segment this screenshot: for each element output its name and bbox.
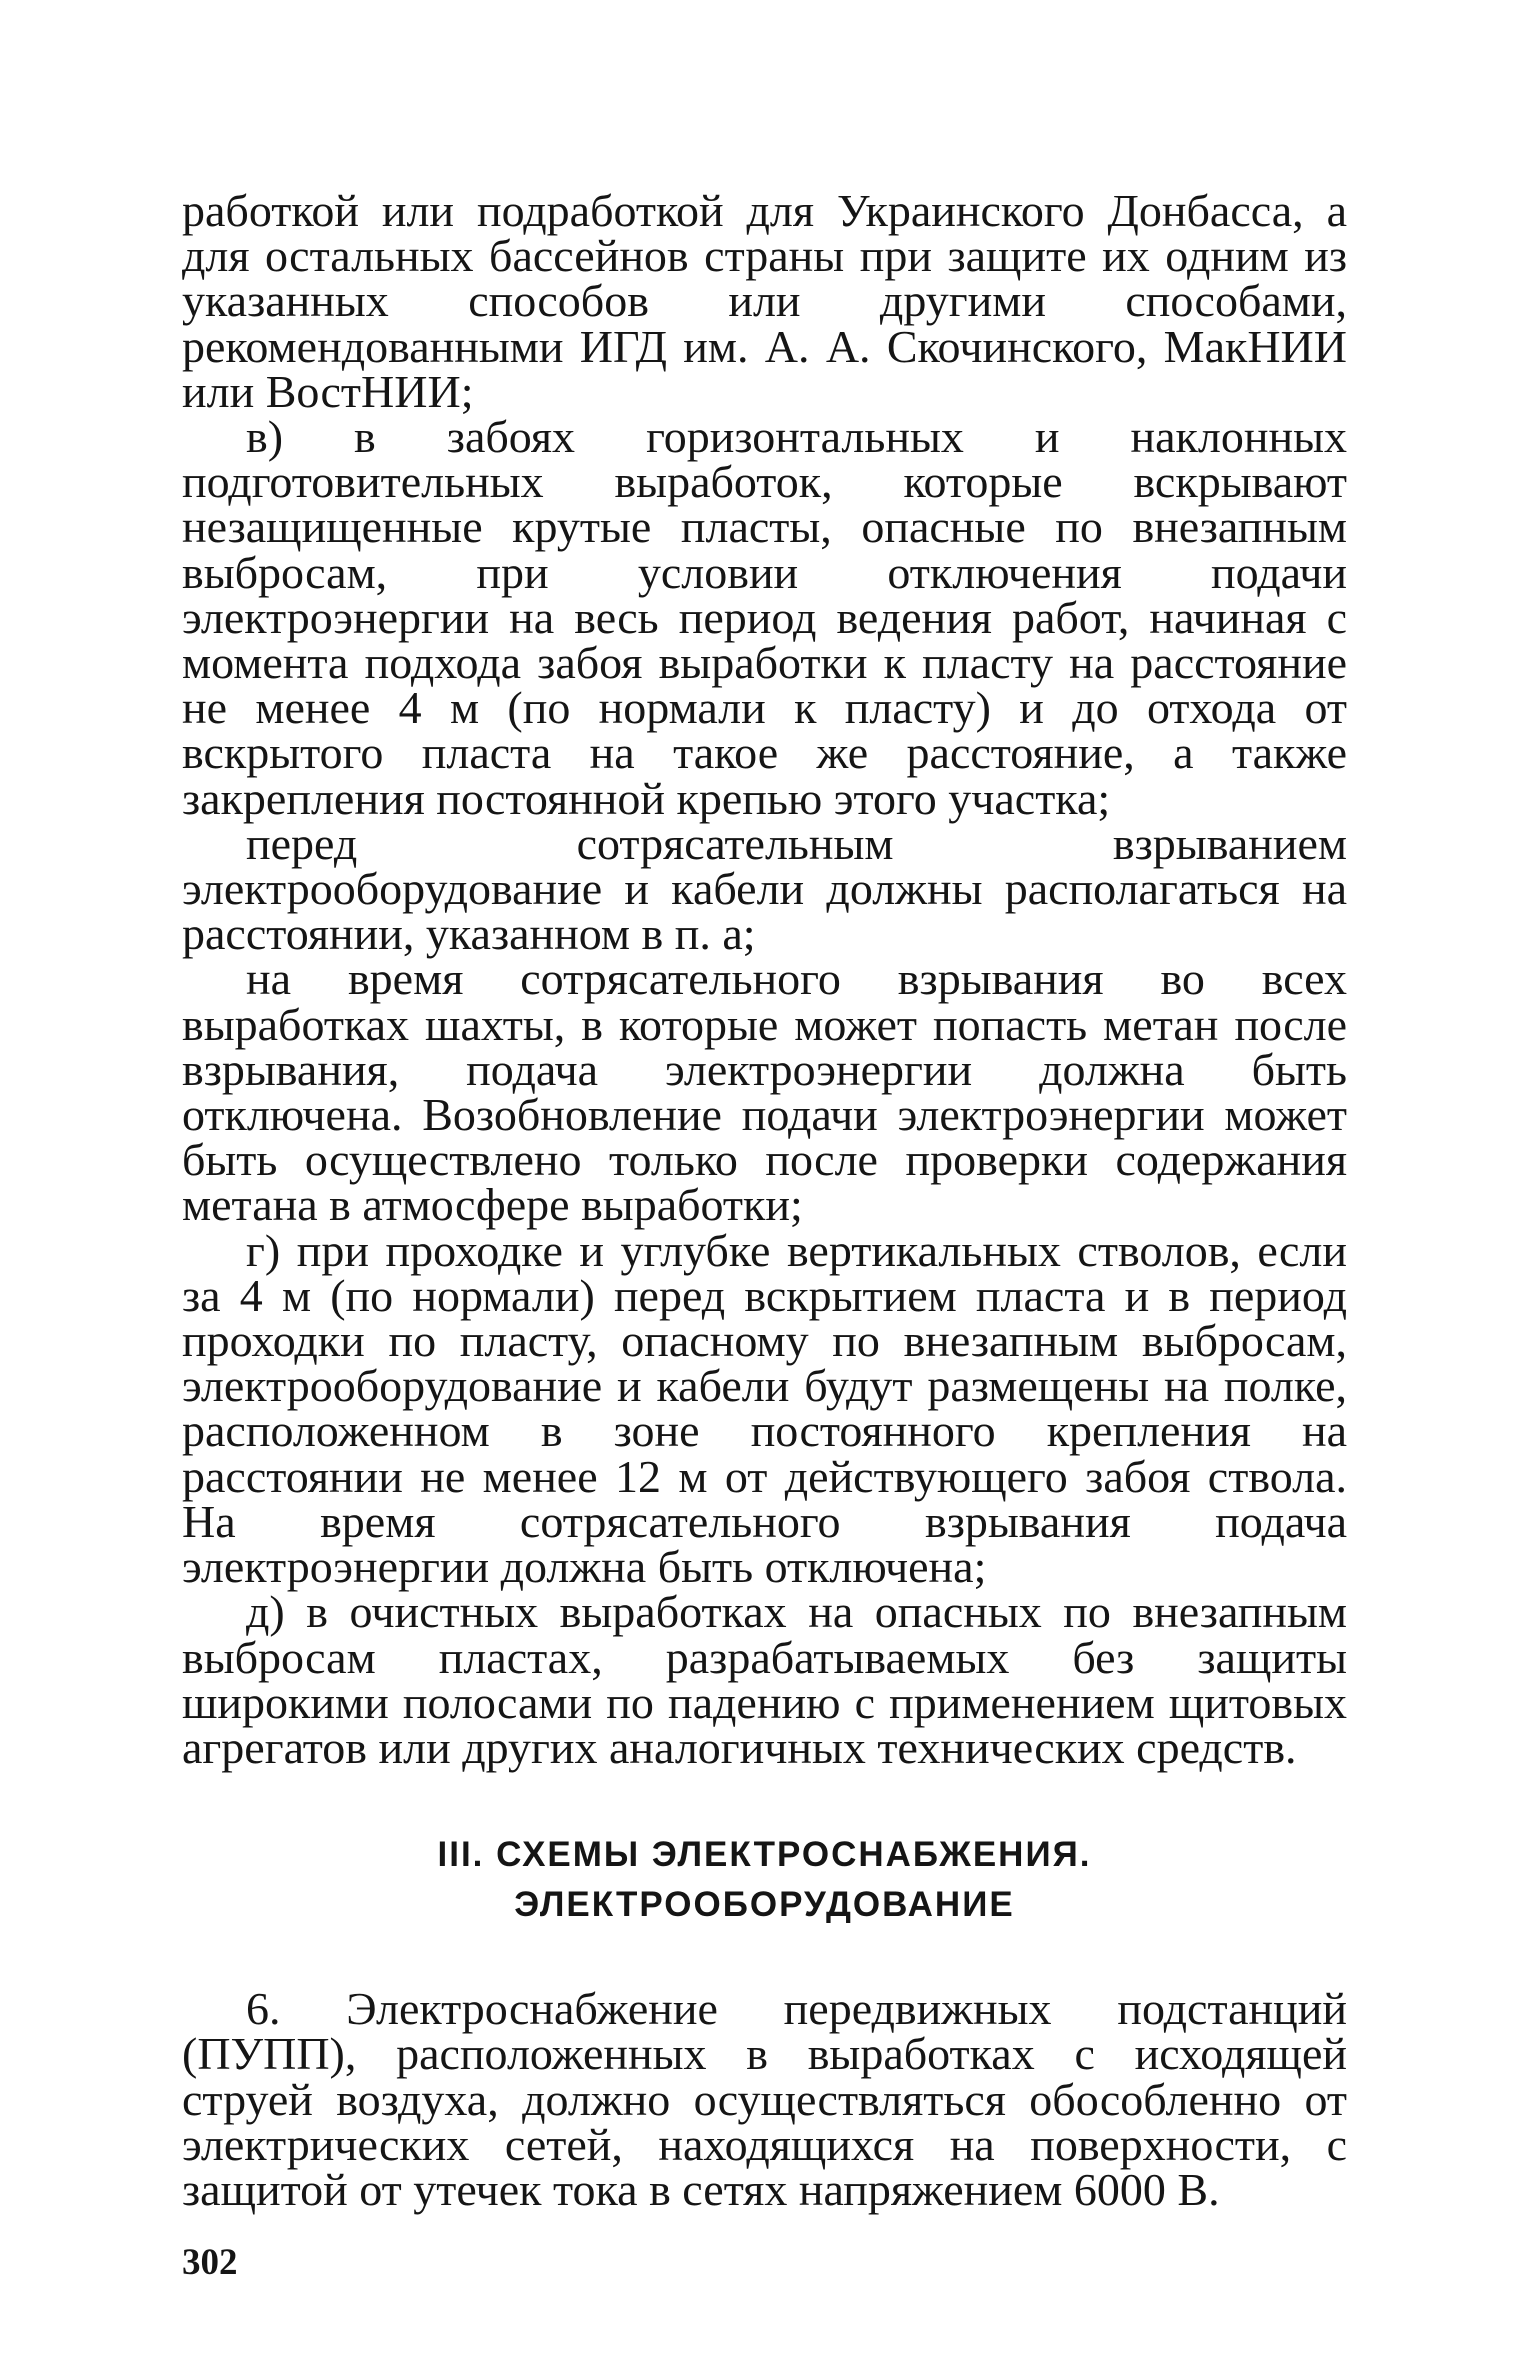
- section-heading-line-1: III. СХЕМЫ ЭЛЕКТРОСНАБЖЕНИЯ.: [437, 1835, 1092, 1875]
- paragraph-continuation: работкой или подработкой для Украинского Донбасса, а для остальных бассейнов страны при защите их одним из указанных способов или другими способами, рекомендованными ИГД им. А. А. Скочинского, МакНИИ или ВостНИИ;: [182, 185, 1347, 417]
- paragraph-item-g: г) при проходке и углубке вертикальных стволов, если за 4 м (по нормали) перед вскрытием пласта и в период проходки по пласту, опасному по внезапным выбросам, электрооборудование и кабели будут размещены на полке, расположенном в зоне постоянного крепления на расстоянии не менее 12 м от действующего забоя ствола. На время сотрясательного взрывания подача электроэнергии должна быть отключена;: [182, 1224, 1347, 1593]
- paragraph-item-6: 6. Электроснабжение передвижных подстанций (ПУПП), расположенных в выработках с исходящей струей воздуха, должно осуществляться обособленно от электрических сетей, находящихся на поверхности, с защитой от утечек тока в сетях напряжением 6000 В.: [182, 1983, 1347, 2215]
- section-heading: [182, 1830, 1347, 1930]
- paragraph-item-v: в) в забоях горизонтальных и наклонных подготовительных выработок, которые вскрывают незащищенные крутые пласты, опасные по внезапным выбросам, при условии отключения подачи электроэнергии на весь период ведения работ, начиная с момента подхода забоя выработки к пласту на расстояние не менее 4 м (по нормали к пласту) и до отхода от вскрытого пласта на такое же расстояние, а также закрепления постоянной крепью этого участка;: [182, 411, 1347, 824]
- paragraph-during-blasting: на время сотрясательного взрывания во всех выработках шахты, в которые может попасть метан после взрывания, подача электроэнергии должна быть отключена. Возобновление подачи электроэнергии может быть осуществлено только после проверки содержания метана в атмосфере выработки;: [182, 953, 1347, 1231]
- paragraph-item-d: д) в очистных выработках на опасных по внезапным выбросам пластах, разрабатываемых без защиты широкими полосами по падению с применением щитовых агрегатов или других аналогичных технических средств.: [182, 1586, 1347, 1773]
- document-page: [182, 185, 1347, 2308]
- section-heading-line-2: ЭЛЕКТРООБОРУДОВАНИЕ: [514, 1885, 1015, 1925]
- paragraph-before-blasting: перед сотрясательным взрыванием электрооборудование и кабели должны располагаться на расстоянии, указанном в п. а;: [182, 817, 1347, 960]
- page-number: 302: [182, 2242, 238, 2283]
